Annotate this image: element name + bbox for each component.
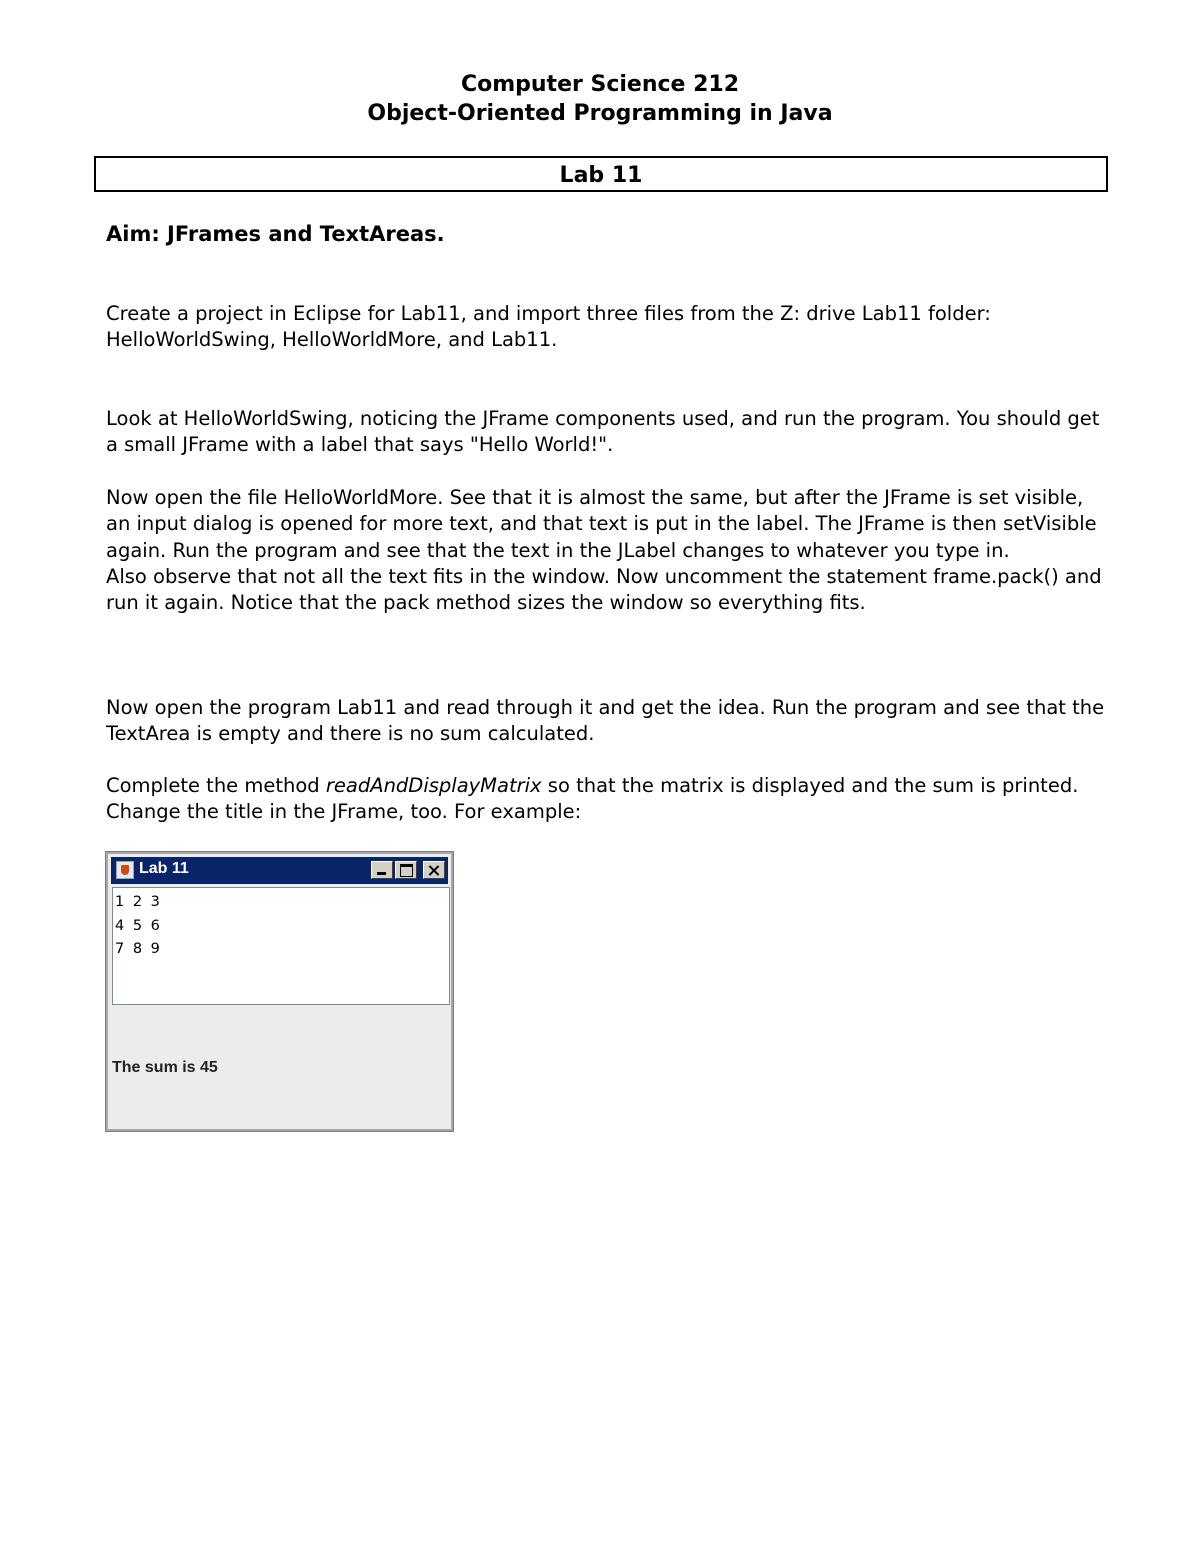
sum-label: The sum is 45 — [112, 1059, 218, 1076]
matrix-row: 1 2 3 — [115, 894, 162, 910]
paragraph-text: Now open the program Lab11 and read through it and get the idea. Run the program and see that the TextArea is empty and there is no sum calculated. — [106, 696, 1105, 746]
paragraph-text-end: so that the matrix is displayed and the sum is printed. Change the title in the JFrame, too. For example: — [106, 774, 1079, 824]
example-jframe-window — [106, 852, 453, 1131]
window-titlebar[interactable] — [111, 857, 448, 884]
instruction-paragraph — [106, 773, 1106, 826]
maximize-icon[interactable] — [395, 861, 417, 879]
matrix-row: 4 5 6 — [115, 917, 162, 934]
paragraph-text: Look at HelloWorldSwing, noticing the JFrame components used, and run the program. You should get a small JFrame with a label that says "Hello World!". — [106, 407, 1100, 457]
method-name: readAndDisplayMatrix — [325, 774, 542, 797]
aim-heading: Aim: JFrames and TextAreas. — [106, 222, 445, 246]
document-header — [0, 70, 1200, 128]
java-icon[interactable] — [116, 861, 134, 879]
close-icon[interactable] — [423, 861, 445, 879]
instruction-paragraph — [106, 301, 1106, 354]
paragraph-text-start: Complete the method — [106, 774, 326, 797]
course-subtitle: Object-Oriented Programming in Java — [367, 101, 833, 126]
paragraph-text — [106, 773, 1106, 826]
lab-title-box: Lab 11 — [94, 156, 1108, 192]
paragraph-text: Create a project in Eclipse for Lab11, and import three files from the Z: drive Lab11 folder: HelloWorldSwing, HelloWorldMore, and Lab11. — [106, 302, 991, 352]
course-title: Computer Science 212 — [460, 72, 740, 97]
matrix-row: 7 8 9 — [115, 941, 162, 957]
window-title: Lab 11 — [139, 860, 189, 877]
minimize-icon[interactable] — [371, 861, 393, 879]
paragraph-text: Now open the file HelloWorldMore. See that it is almost the same, but after the JFrame is set visible, an input dialog is opened for more text, and that text is put in the label. The JFrame is then setVisible again. Run the program and see that the text in the JLabel changes to whatever you type in. — [106, 486, 1097, 562]
instruction-paragraph — [106, 406, 1106, 459]
matrix-textarea[interactable] — [112, 887, 450, 1005]
instruction-paragraph — [106, 485, 1106, 616]
paragraph-text: Also observe that not all the text fits in the window. Now uncomment the statement frame.pack() and run it again. Notice that the pack method sizes the window so everything fits. — [106, 564, 1102, 615]
instruction-paragraph — [106, 695, 1106, 748]
